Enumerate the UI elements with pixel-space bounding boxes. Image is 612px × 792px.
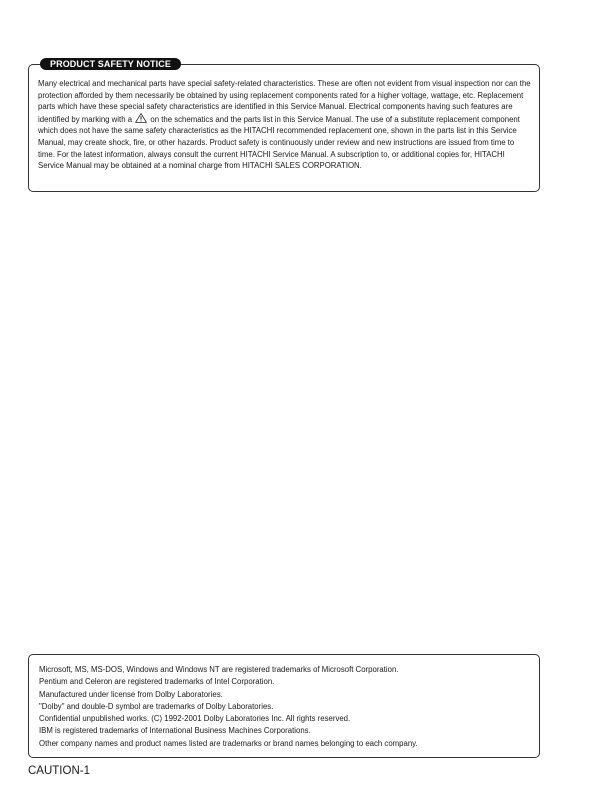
trademark-line-dolby-license: Manufactured under license from Dolby Laboratories. <box>39 689 223 699</box>
page-label: CAUTION-1 <box>28 765 90 777</box>
trademarks-box <box>28 654 540 758</box>
trademark-line-dolby-copyright: Confidential unpublished works. (C) 1992-2001 Dolby Laboratories Inc. All rights reserved. <box>39 714 351 724</box>
trademark-line-microsoft: Microsoft, MS, MS-DOS, Windows and Windows NT are registered trademarks of Microsoft Corporation. <box>39 665 399 674</box>
trademark-line-intel: Pentium and Celeron are registered trademarks of Intel Corporation. <box>39 677 275 687</box>
safety-notice-text-part-1: Many electrical and mechanical parts have special safety-related characteristics. These are often not evident from visual inspection nor can the protection afforded by them necessarily be obtained by using replacement components rated for a higher voltage, wattage, etc. Replacement parts which have these special safety characteristics are identified in this Service Manual. Electrical components having such features are identified by marking with a <box>38 79 531 124</box>
safety-notice-text <box>38 78 533 172</box>
trademark-line-dolby-symbol: "Dolby" and double-D symbol are trademarks of Dolby Laboratories. <box>39 701 274 711</box>
warning-triangle-icon <box>135 113 147 123</box>
safety-notice-title: PRODUCT SAFETY NOTICE <box>40 58 181 70</box>
trademark-line-other: Other company names and product names listed are trademarks or brand names belonging to each company. <box>39 738 418 748</box>
product-safety-notice-box <box>28 64 540 192</box>
trademark-line-ibm: IBM is registered trademarks of International Business Machines Corporations. <box>39 726 311 736</box>
safety-notice-text-part-2: on the schematics and the parts list in this Service Manual. The use of a substitute replacement component which does not have the same safety characteristics as the HITACHI recommended replacement one, shown in the parts list in this Service Manual, may create shock, fire, or other hazards. Product safety is continuously under review and new instructions are issued from time to time. For the latest information, always consult the current HITACHI Service Manual. A subscription to, or additional copies for, HITACHI Service Manual may be obtained at a nominal charge from HITACHI SALES CORPORATION. <box>38 114 520 171</box>
